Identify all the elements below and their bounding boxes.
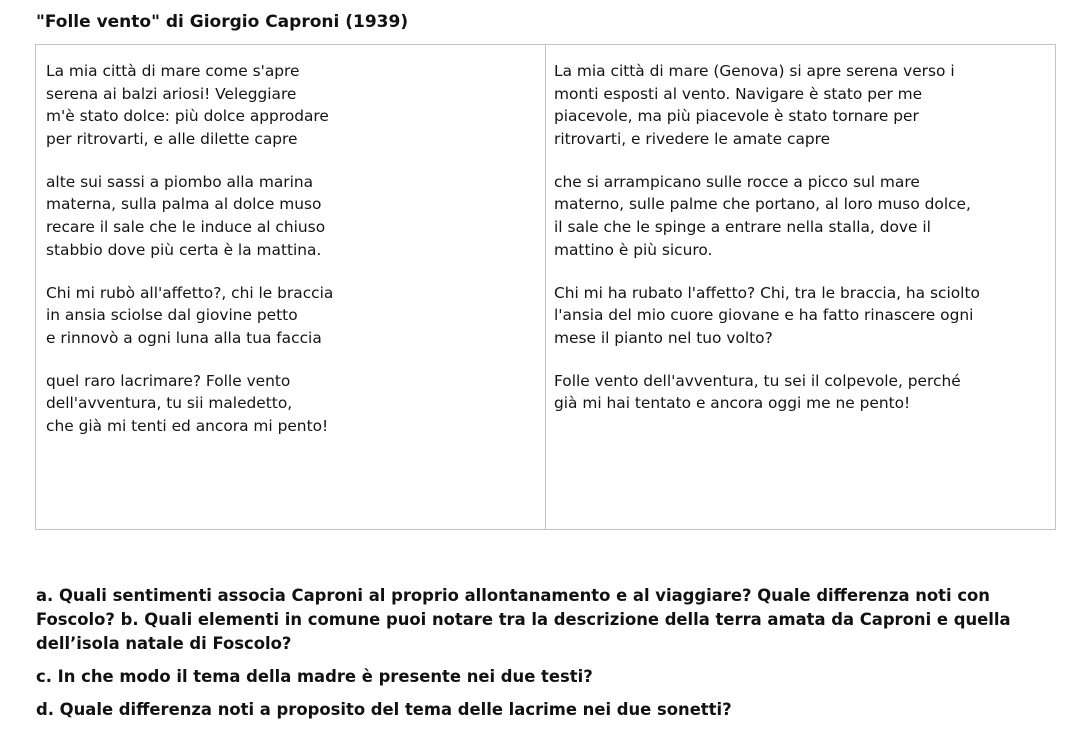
paraphrase-line: l'ansia del mio cuore giovane e ha fatto rinascere ogni	[554, 306, 974, 325]
paraphrase-line: il sale che le spinge a entrare nella stalla, dove il	[554, 218, 931, 237]
poem-line: in ansia sciolse dal giovine petto	[46, 306, 298, 325]
poem-line: che già mi tenti ed ancora mi pento!	[46, 416, 329, 435]
question-ab: a. Quali sentimenti associa Caproni al proprio allontanamento e al viaggiare? Quale differenza noti con Foscolo? b. Quali elementi in comune puoi notare tra la descrizione della terra amata da Caproni e quella dell’isola natale di Foscolo?	[36, 586, 1011, 653]
poem-line: La mia città di mare come s'apre	[46, 62, 300, 80]
stanza	[554, 171, 1055, 262]
document-title: "Folle vento" di Giorgio Caproni (1939)	[36, 12, 409, 32]
paraphrase-line: Chi mi ha rubato l'affetto? Chi, tra le braccia, ha sciolto	[554, 283, 980, 302]
paraphrase-line: già mi hai tentato e ancora oggi me ne pento!	[554, 394, 911, 413]
stanza	[554, 370, 1055, 415]
poem-line: dell'avventura, tu sii maledetto,	[46, 394, 293, 413]
paraphrase-line: monti esposti al vento. Navigare è stato per me	[554, 84, 923, 103]
paraphrase-column	[546, 45, 1055, 529]
stanza	[554, 60, 1055, 151]
poem-line: stabbio dove più certa è la mattina.	[46, 240, 322, 259]
paraphrase-line: piacevole, ma più piacevole è stato tornare per	[554, 107, 919, 126]
paraphrase-line: La mia città di mare (Genova) si apre serena verso i	[554, 62, 955, 80]
stanza	[554, 282, 1055, 350]
poem-line: m'è stato dolce: più dolce approdare	[46, 107, 329, 126]
question-c: c. In che modo il tema della madre è presente nei due testi?	[36, 667, 593, 686]
paraphrase-line: che si arrampicano sulle rocce a picco sul mare	[554, 172, 920, 191]
stanza	[46, 60, 545, 151]
paraphrase-line: mattino è più sicuro.	[554, 240, 713, 259]
stanza	[46, 282, 545, 350]
poem-line: Chi mi rubò all'affetto?, chi le braccia	[46, 283, 334, 302]
paraphrase-line: ritrovarti, e rivedere le amate capre	[554, 130, 831, 149]
poem-line: e rinnovò a ogni luna alla tua faccia	[46, 328, 322, 347]
poem-line: alte sui sassi a piombo alla marina	[46, 172, 314, 191]
original-poem-column	[36, 45, 546, 529]
poem-line: serena ai balzi ariosi! Veleggiare	[46, 84, 297, 103]
question-d: d. Quale differenza noti a proposito del tema delle lacrime nei due sonetti?	[36, 700, 732, 719]
paraphrase-line: mese il pianto nel tuo volto?	[554, 328, 773, 347]
paraphrase-line: materno, sulle palme che portano, al loro muso dolce,	[554, 195, 971, 214]
questions-section	[36, 584, 1056, 722]
stanza	[46, 171, 545, 262]
poem-line: quel raro lacrimare? Folle vento	[46, 371, 291, 390]
stanza	[46, 370, 545, 438]
poem-table	[35, 44, 1056, 530]
poem-line: recare il sale che le induce al chiuso	[46, 218, 326, 237]
paraphrase-line: Folle vento dell'avventura, tu sei il colpevole, perché	[554, 371, 961, 390]
poem-line: per ritrovarti, e alle dilette capre	[46, 130, 298, 149]
poem-line: materna, sulla palma al dolce muso	[46, 195, 322, 214]
